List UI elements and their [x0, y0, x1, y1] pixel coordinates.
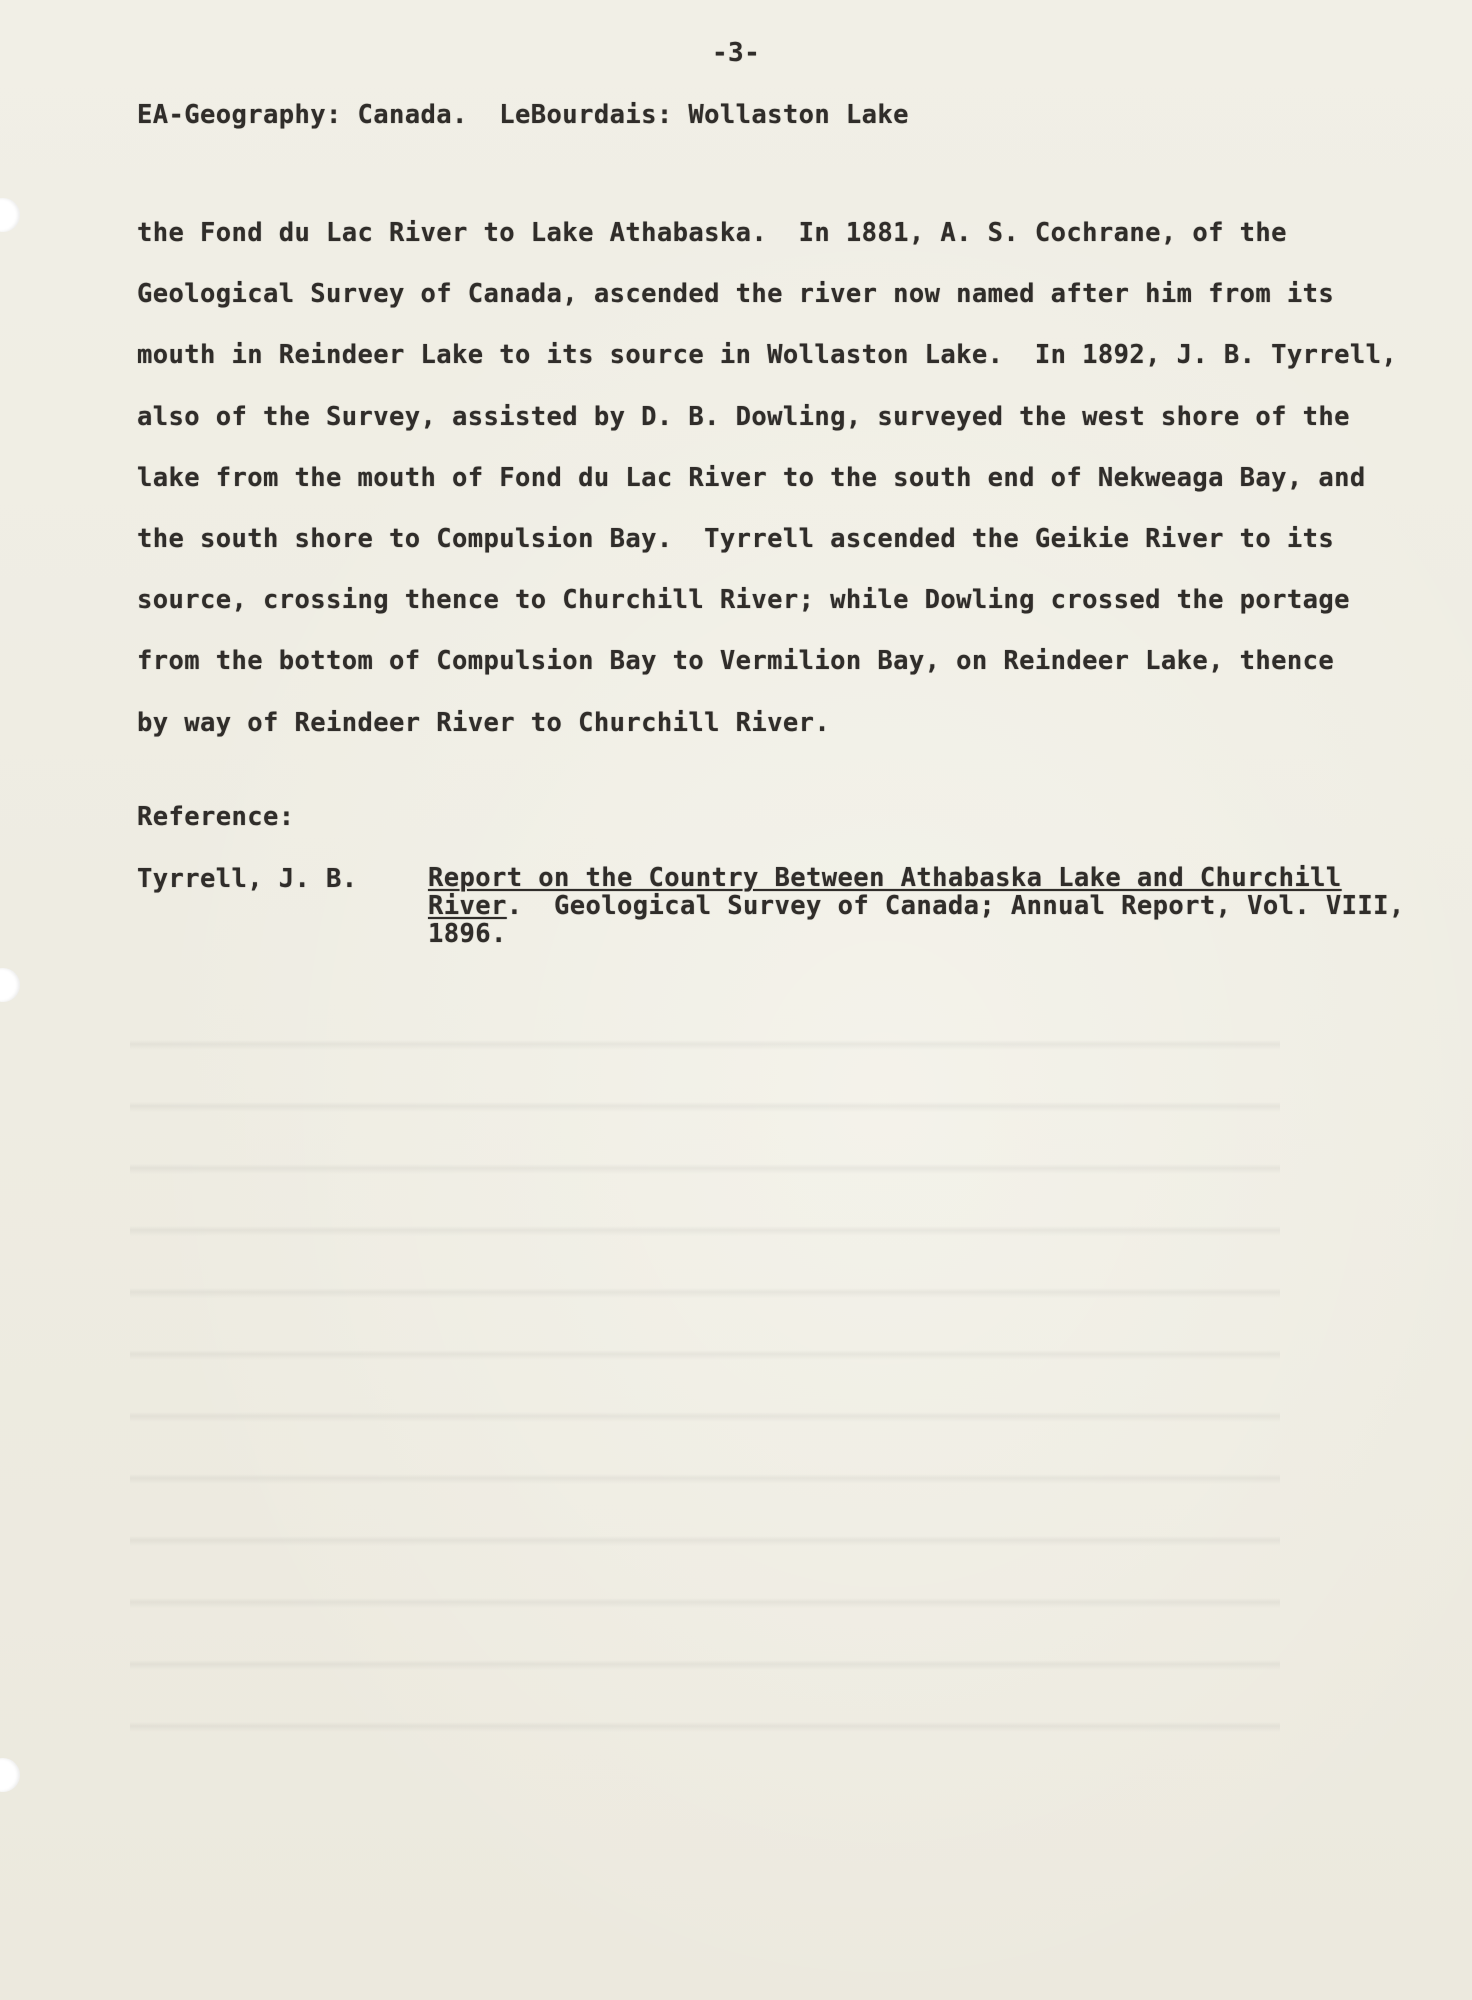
body-paragraph — [137, 218, 1397, 769]
reference-source: . Geological Survey of Canada; Annual Report, Vol. VIII, — [506, 891, 1405, 921]
document-header: EA-Geography: Canada. LeBourdais: Wollaston Lake — [137, 100, 909, 130]
paragraph-line: mouth in Reindeer Lake to its source in Wollaston Lake. In 1892, J. B. Tyrrell, — [137, 340, 1398, 371]
reference-year: 1896. — [428, 919, 507, 949]
paragraph-line: also of the Survey, assisted by D. B. Dowling, surveyed the west shore of the — [137, 401, 1350, 432]
reference-title-end: River — [428, 891, 507, 921]
reference-citation — [428, 864, 1405, 948]
reference-title-line-1: Report on the Country Between Athabaska Lake and Churchill — [428, 863, 1342, 893]
punch-hole-bottom — [0, 1758, 20, 1792]
paragraph-line: the Fond du Lac River to Lake Athabaska. In 1881, A. S. Cochrane, of the — [137, 218, 1287, 248]
punch-hole-middle — [0, 968, 20, 1002]
paragraph-line: by way of Reindeer River to Churchill River. — [137, 707, 831, 738]
show-through-texture — [130, 1000, 1280, 1780]
paragraph-line: the south shore to Compulsion Bay. Tyrrell ascended the Geikie River to its — [137, 523, 1335, 554]
paragraph-line: source, crossing thence to Churchill River; while Dowling crossed the portage — [137, 585, 1350, 616]
paragraph-line: lake from the mouth of Fond du Lac River to the south end of Nekweaga Bay, and — [137, 462, 1366, 493]
reference-heading: Reference: — [137, 802, 295, 832]
page-number: -3- — [712, 38, 761, 68]
punch-hole-top — [0, 198, 20, 232]
paragraph-line: from the bottom of Compulsion Bay to Vermilion Bay, on Reindeer Lake, thence — [137, 646, 1335, 677]
reference-title-line-2 — [428, 892, 1405, 920]
reference-author: Tyrrell, J. B. — [137, 864, 358, 894]
paragraph-line: Geological Survey of Canada, ascended the river now named after him from its — [137, 279, 1335, 310]
